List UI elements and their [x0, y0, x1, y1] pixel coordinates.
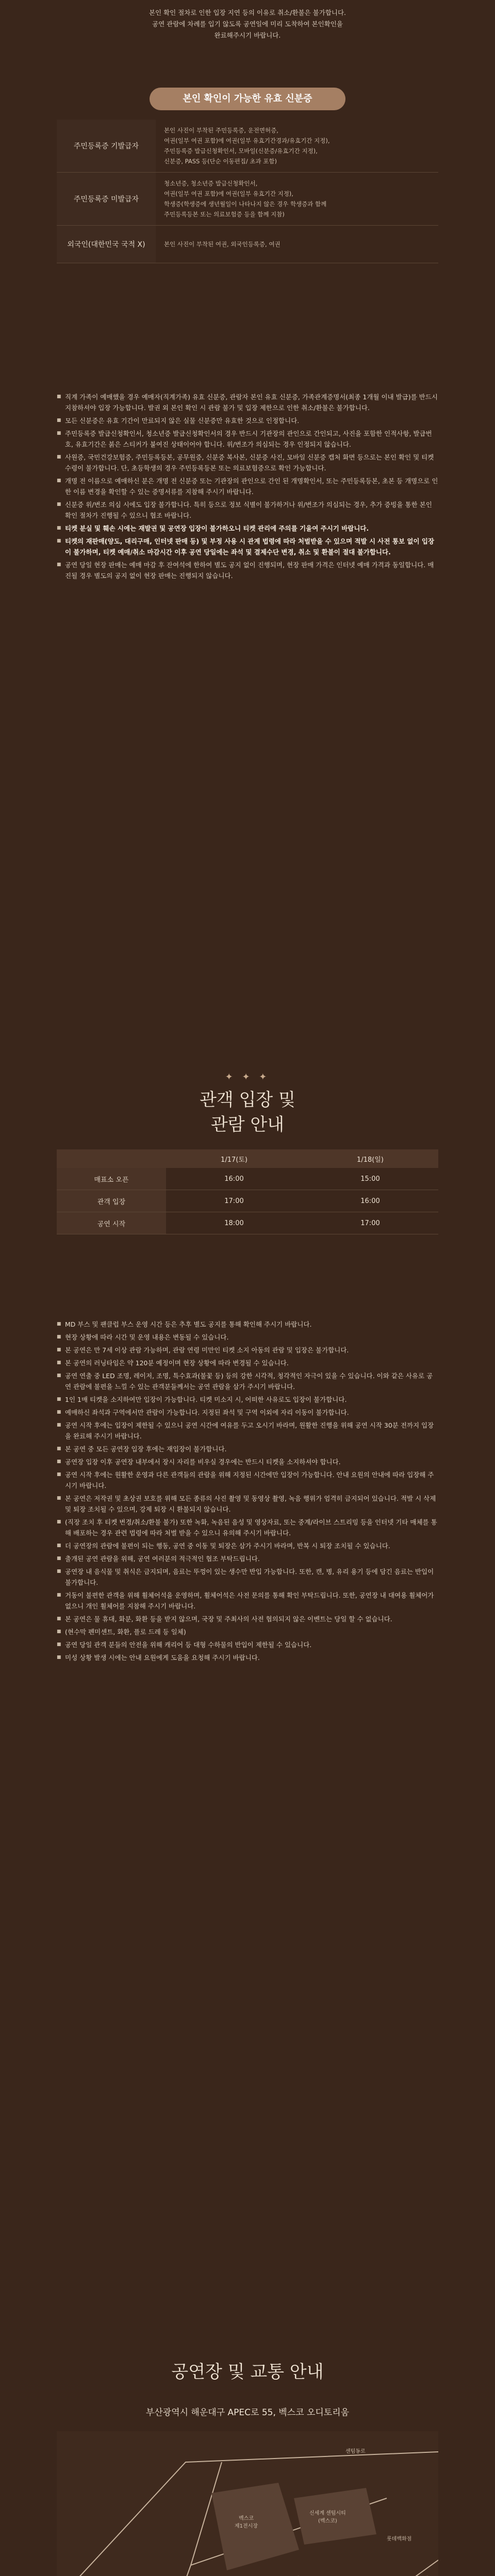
id-section [57, 88, 438, 263]
id-row-line: 청소년증, 청소년증 발급신청확인서, [164, 180, 258, 187]
cell: 15:00 [302, 1168, 438, 1190]
notice-list-2 [57, 1319, 438, 1665]
intro-line: 완료해주시기 바랍니다. [214, 31, 281, 39]
map-label: 신세계 센텀시티 (벡스코) [309, 2511, 346, 2524]
table-header [57, 1149, 438, 1168]
notice-item: ■ 본 공연은 물 휴대, 화분, 화환 등을 받지 않으며, 국장 및 주최사의 사전 협의되지 않은 이벤트는 당일 할 수 없습니다. [57, 1614, 438, 1624]
intro-line: 공연 관람에 차례를 입기 않도록 공연일에 미리 도착하여 본인확인을 [152, 20, 343, 28]
cell: 16:00 [166, 1168, 302, 1190]
entry-title: 관객 입장 및 [200, 1090, 295, 1110]
notice-item: ■ 미성 상황 발생 시에는 안내 요원에게 도움을 요청해 주시기 바랍니다. [57, 1652, 438, 1663]
notice-item: ■ MD 부스 및 팬클럽 부스 운영 시간 등은 추후 별도 공지를 통해 확인해 주시기 바랍니다. [57, 1319, 438, 1330]
row-label: 매표소 오픈 [57, 1168, 166, 1190]
notice-list-1 [57, 392, 438, 583]
notice-item: ■ 공연 시작 후에는 원활한 운영과 다른 관객들의 관람을 위해 지정된 시간에만 입장이 가능합니다. 안내 요원의 안내에 따라 입장해 주시기 바랍니다. [57, 1469, 438, 1491]
notice-item: ■ (직장 조치 후 티켓 변경/취소/환불 불가) 또한 녹화, 녹음된 음성 및 영상자료, 또는 중계/라이브 스트리밍 등을 인터넷 기타 매체를 통해 배포하는 경우 관련 법령에 따라 처벌 받을 수 있으니 유의해 주시기 바랍니다. [57, 1517, 438, 1538]
table-row [57, 226, 438, 263]
notice-item: ■ 주민등록증 발급신청확인서, 청소년증 발급신청확인서의 경우 반드시 기관장의 관인으로 간인되고, 사진을 포함한 인적사항, 발급번호, 유효기간은 붉은 스티커가 붙여진 상태이어야 합니다. 위/변조가 의심되는 경우 인정되지 않습니다. [57, 428, 438, 450]
map-label: 벡스코 제1전시장 [235, 2516, 258, 2529]
notice-item: ■ 본 공연은 저작권 및 초상권 보호를 위해 모든 종류의 사진 촬영 및 동영상 촬영, 녹음 행위가 엄격히 금지되어 있습니다. 적발 시 삭제 및 퇴장 조치될 수 있으며, 강제 퇴장 시 환불되지 않습니다. [57, 1493, 438, 1515]
notice-item: ■ 공연 당일 현장 판매는 예매 마감 후 잔여석에 한하여 별도 공지 없이 진행되며, 현장 판매 가격은 인터넷 예매 가격과 동일합니다. 매진될 경우 별도의 공지 없이 현장 판매는 진행되지 않습니다. [57, 560, 438, 581]
notice-item: ■ 공연 시작 후에는 입장이 제한될 수 있으니 공연 시간에 여유를 두고 오시기 바라며, 원활한 진행을 위해 공연 시작 30분 전까지 입장을 완료해 주시기 바랍니다. [57, 1420, 438, 1442]
cell: 17:00 [166, 1190, 302, 1212]
entry-section [57, 1072, 438, 1234]
notice-item: ■ 거동이 불편한 관객을 위해 휠체어석을 운영하며, 휠체어석은 사전 문의를 통해 확인 부탁드립니다. 또한, 공연장 내 대여용 휠체어가 없으니 개인 휠체어를 지참해 주시기 바랍니다. [57, 1590, 438, 1612]
notice-item: ■ 공연 당일 관객 분들의 안전을 위해 캐리어 등 대형 수하물의 반입이 제한될 수 있습니다. [57, 1639, 438, 1650]
table-row [57, 120, 438, 173]
notice-item: ■ 모든 신분증은 유효 기간이 만료되지 않은 실물 신분증만 유효한 것으로 인정합니다. [57, 415, 438, 426]
table-row [57, 1212, 438, 1234]
table-row [57, 1190, 438, 1212]
notice-item: ■ 예매하신 좌석과 구역에서만 관람이 가능합니다. 지정된 좌석 및 구역 이외에 자리 이동이 불가합니다. [57, 1407, 438, 1418]
id-row-line: 여권(일부 여권 포함)에 여권(일부 유효기간경과/유효기간 지정), [164, 137, 330, 144]
row-label: 공연 시작 [57, 1212, 166, 1234]
table-row [57, 1168, 438, 1190]
id-row-value [156, 173, 438, 226]
ornament-icon: ✦ ✦ ✦ [225, 1072, 270, 1082]
map-label: 롯데백화점 [387, 2536, 412, 2542]
notice-item: ■ 본 공연의 러닝타임은 약 120분 예정이며 현장 상황에 따라 변경될 수 있습니다. [57, 1358, 438, 1368]
col-header: 1/18(일) [302, 1149, 438, 1168]
id-row-line: 본인 사진이 부착된 주민등록증, 운전면허증, [164, 127, 278, 134]
notice-item: ■ 공연장 내 음식물 및 취식은 금지되며, 음료는 뚜껑이 있는 생수만 반입 가능합니다. 또한, 캔, 병, 유리 용기 등에 담긴 음료는 반입이 불가합니다. [57, 1566, 438, 1588]
notice-item: ■ 직계 가족이 예매했을 경우 예매자(직계가족) 유효 신분증, 관람자 본인 유효 신분증, 가족관계증명서(최종 1개월 이내 발급)를 반드시 지참하셔야 입장 가능합니다. 발권 외 본인 확인 시 관람 불가 및 입장 제한으로 인한 취소/환불은 불가합니다. [57, 392, 438, 413]
col-header [57, 1149, 166, 1168]
cell: 18:00 [166, 1212, 302, 1234]
notice-item: ■ 1인 1매 티켓을 소지하여만 입장이 가능합니다. 티켓 미소지 시, 어떠한 사유로도 입장이 불가합니다. [57, 1394, 438, 1405]
schedule-table [57, 1149, 438, 1234]
venue-map[interactable] [57, 2431, 438, 2576]
notice-item: ■ 출개된 공연 관람을 위해, 공연 여러분의 적극적인 협조 부탁드립니다. [57, 1553, 438, 1564]
id-section-title: 본인 확인이 가능한 유효 신분증 [150, 88, 345, 110]
map-graphic [57, 2431, 438, 2576]
notice-item: ■ 더 공연장의 관람에 불편이 되는 행동, 공연 중 이동 및 퇴장은 삼가 주시기 바라며, 반복 시 퇴장 조치될 수 있습니다. [57, 1540, 438, 1551]
notice-item: ■ 개명 전 이름으로 예매하신 분은 개명 전 신분증 또는 기관장의 관인으로 간인 된 개명확인서, 또는 주민등록등본, 초본 등 개명으로 인한 이름 변경을 확인할 수 있는 증명서류를 지참해 주시기 바랍니다. [57, 476, 438, 497]
col-header: 1/17(토) [166, 1149, 302, 1168]
notice-item: ■ 신분증 위/변조 의심 시에도 입장 불가합니다. 특히 등으로 정보 식별이 불가하거나 위/변조가 의심되는 경우, 추가 증빙을 통한 본인 확인 절차가 진행될 수 있으니 협조 바랍니다. [57, 499, 438, 521]
id-row-line: 학생증(학생증에 생년월일이 나타나지 않은 경우 학생증과 함께 [164, 200, 327, 208]
id-row-label: 외국인(대한민국 국적 X) [57, 226, 156, 263]
row-label: 관객 입장 [57, 1190, 166, 1212]
intro-line: 본인 확인 절차로 인한 입장 지연 등의 이유로 취소/환불은 불가합니다. [148, 9, 346, 16]
notice-item: ■ 공연장 입장 이후 공연장 내부에서 장시 자리를 비우실 경우에는 반드시 티켓을 소지하셔야 합니다. [57, 1456, 438, 1467]
id-row-value [156, 226, 438, 263]
venue-section [57, 2360, 438, 2576]
venue-address: 부산광역시 해운대구 APEC로 55, 벡스코 오디토리움 [145, 2408, 350, 2418]
notice-item: ■ 사원증, 국민건강보험증, 주민등록등본, 공무원증, 신분증 복사본, 신분증 사진, 모바일 신분증 캡처 화면 등으로는 본인 확인 및 티켓 수령이 불가합니다. 단, 초등학생의 경우 주민등록등본 또는 의료보험증으로 확인 가능합니다. [57, 452, 438, 473]
cell: 17:00 [302, 1212, 438, 1234]
id-row-line: 본인 사진이 부착된 여권, 외국인등록증, 여권 [164, 241, 280, 248]
id-table [57, 120, 438, 263]
id-row-line: 여권(일부 여권 포함)에 여권(일부 유효기간 지정), [164, 190, 293, 197]
notice-item: ■ 현장 상황에 따라 시간 및 운영 내용은 변동될 수 있습니다. [57, 1332, 438, 1343]
venue-title: 공연장 및 교통 안내 [171, 2362, 324, 2382]
notice-item: ■ 본 공연은 만 7세 이상 관람 가능하며, 관람 연령 미만인 티켓 소지 아동의 관람 및 입장은 불가합니다. [57, 1345, 438, 1355]
id-row-line: 신분증, PASS 등(단순 이동편집/ 초과 포함) [164, 158, 277, 165]
entry-title-2: 관람 안내 [210, 1114, 285, 1135]
cell: 16:00 [302, 1190, 438, 1212]
id-row-line: 주민등록등본 또는 의료보험증 등을 함께 지참) [164, 211, 285, 218]
id-row-value [156, 120, 438, 173]
map-label: 센텀동로 [345, 2449, 366, 2454]
table-row [57, 173, 438, 226]
notice-item: ■ 티켓 분실 및 훼손 시에는 재발권 및 공연장 입장이 불가하오니 티켓 관리에 주의를 기울여 주시기 바랍니다. [57, 523, 438, 534]
notice-item: ■ 티켓의 재판매(양도, 대리구매, 인터넷 판매 등) 및 부정 사용 시 관계 법령에 따라 처벌받을 수 있으며 적발 시 사전 통보 없이 입장이 불가하며, 티켓 예매/취소 마감시간 이후 공연 당일에는 좌석 및 결제수단 변경, 취소 및 환불이 절대 불가합니다. [57, 536, 438, 557]
id-row-label: 주민등록증 기발급자 [57, 120, 156, 173]
notice-item: ■ (현수막 펜미센트, 화환, 플로 드레 등 일체) [57, 1626, 438, 1637]
id-row-line: 주민등록증 발급신청확인서, 모바일(신분증/유효기간 지정), [164, 147, 318, 155]
notice-item: ■ 공연 연출 중 LED 조명, 레이저, 조명, 특수효과(불꽃 등) 등의 강한 시각적, 청각적인 자극이 있을 수 있습니다. 이와 같은 사유로 공연 관람에 불편을 느낄 수 있는 관객분들께서는 공연 관람을 삼가 주시기 바랍니다. [57, 1370, 438, 1392]
id-row-label: 주민등록증 미발급자 [57, 173, 156, 226]
intro [57, 7, 438, 41]
notice-item: ■ 본 공연 중 모든 공연장 입장 후에는 재입장이 불가합니다. [57, 1444, 438, 1454]
